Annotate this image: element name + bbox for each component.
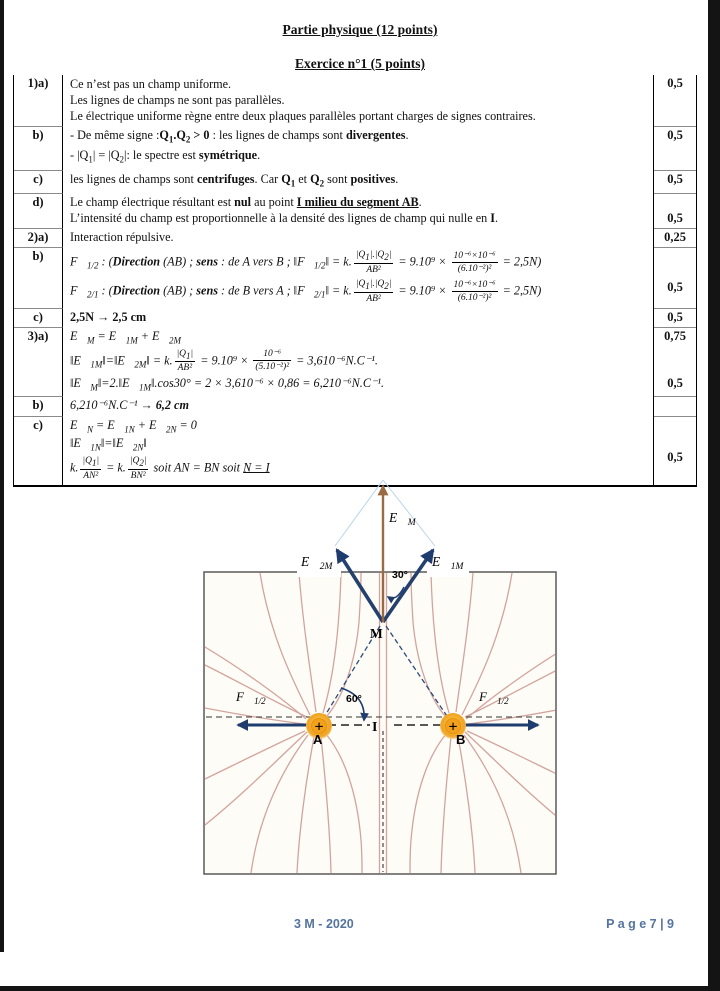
label-em: $E⃗_M$: [389, 510, 416, 528]
answer-line: $E⃗_M$ = $E⃗_{1M}$ + $E⃗_{2M}$: [70, 329, 181, 346]
table-row: [14, 170, 696, 193]
label-f-left: $F⃗_{1/2}$: [236, 689, 266, 706]
question-label: b): [14, 396, 63, 416]
label-point-b: B: [456, 732, 466, 747]
answer-line: Ce n’est pas un champ uniforme.: [70, 77, 232, 91]
label-angle-60: 60°: [346, 693, 362, 705]
mark-cell: [654, 193, 696, 228]
label-f-right: $F⃗_{1/2}$: [479, 689, 509, 706]
charge-a-sign: +: [314, 718, 324, 736]
answer-line: $‖E⃗_M‖=2.‖E⃗_{1M}‖.\cos 30^\circ = 2 \times 3,610^{-6} \times 0,86 = 6,210^{-6}N.C^{-1}$.: [70, 376, 385, 393]
answer-cell: [63, 396, 654, 416]
table-row: [14, 327, 696, 396]
table-row: [14, 228, 696, 247]
answer-cell: [63, 170, 654, 193]
answer-cell: [63, 126, 654, 170]
answer-line: $F⃗_{2/1}$ : (Direction (AB) ; sens : de B vers A ; $‖F⃗_{2/1}‖ = k$. $\frac{|Q_1|.|Q_2|}{\text{AB²}}$ = 9.10⁹ × $\frac{\text{10⁻⁶×10⁻⁶}}{\text{(6.10⁻²)²}}$ = 2,5N): [70, 279, 542, 305]
table-row: [14, 75, 696, 126]
answer-line: Le électrique uniforme règne entre deux plaques parallèles portant charges de signes contraires.: [70, 109, 536, 123]
answer-line: 6,210⁻⁶N.C⁻¹ → 6,2 cm: [70, 397, 189, 412]
answer-line: $‖E⃗_{1M}‖=‖E⃗_{2M}‖ = k$. $\frac{|Q_1|}{\text{AB²}}$ = 9.10⁹ × $\frac{\text{10⁻⁶}}{\text{(5.10⁻²)²}}$ = 3,610⁻⁶N.C⁻¹.: [70, 348, 378, 374]
mark-cell: [654, 327, 696, 396]
mark-cell: [654, 170, 696, 193]
answer-line: Les lignes de champs ne sont pas parallèles.: [70, 93, 285, 107]
question-label: 3)a): [14, 327, 63, 396]
mark-value: 0,5: [667, 171, 683, 186]
answer-line: k. $\frac{|Q_1|}{\text{AN²}}$ = k. $\frac{|Q_2|}{\text{BN²}}$ soit AN = BN soit N = I: [70, 455, 270, 481]
question-label: d): [14, 193, 63, 228]
mark-value: 0,25: [664, 230, 686, 245]
mark-value: 0,5: [667, 376, 683, 391]
answer-line: $F⃗_{1/2}$ : (Direction (AB) ; sens : de A vers B ; $‖F⃗_{1/2}‖ = k$. $\frac{|Q_1|.|Q_2|}{\text{AB²}}$ = 9.10⁹ × $\frac{\text{10⁻⁶×10⁻⁶}}{\text{(6.10⁻²)²}}$ = 2,5N): [70, 250, 542, 276]
mark-cell: [654, 308, 696, 327]
answer-line: les lignes de champs sont centrifuges. Car $Q_1$ et $Q_2$ sont positives.: [70, 171, 399, 189]
label-e1m: $E⃗_{1M}$: [432, 554, 464, 572]
table-row: [14, 247, 696, 308]
answer-line: - $|Q_1| = |Q_2|$: le spectre est symétrique.: [70, 148, 261, 165]
label-point-a: A: [313, 732, 323, 747]
answer-line: L’intensité du champ est proportionnelle à la densité des lignes de champ qui nulle en I.: [70, 211, 499, 226]
question-label: c): [14, 170, 63, 193]
answer-cell: [63, 75, 654, 126]
question-label: 2)a): [14, 228, 63, 247]
question-label: c): [14, 308, 63, 327]
mark-value: 0,5: [667, 449, 683, 464]
footer-class-year: 3 M - 2020: [294, 917, 354, 931]
mark-value: 0,5: [667, 310, 683, 325]
answer-cell: [63, 247, 654, 308]
field-diagram: [0, 440, 720, 900]
answer-line: $E⃗_N$ = $E⃗_{1N}$ + $E⃗_{2N}$ = 0⃗: [70, 417, 207, 435]
answer-line: - De même signe $:Q_1.Q_2 > 0$ : les lignes de champs sont divergentes.: [70, 128, 409, 145]
parallelogram-lines: [335, 480, 435, 546]
answer-cell: [63, 193, 654, 228]
table-row: [14, 193, 696, 228]
question-label: c): [14, 416, 63, 485]
label-point-m: M: [370, 626, 383, 641]
mark-value: 0,5: [667, 280, 683, 295]
mark-cell: [654, 228, 696, 247]
charge-b-sign: +: [448, 718, 458, 736]
mark-cell: [654, 126, 696, 170]
mark-cell: [654, 75, 696, 126]
answer-cell: [63, 327, 654, 396]
answer-line: $‖E⃗_{1N}‖=‖E⃗_{2N}‖$: [70, 436, 147, 453]
answer-table: [13, 75, 697, 487]
answer-cell: [63, 308, 654, 327]
exercise-title: Exercice n°1 (5 points): [294, 56, 425, 71]
answer-line: 2,5N → 2,5 cm: [70, 310, 147, 325]
answer-cell: [63, 228, 654, 247]
table-row: [14, 396, 696, 416]
footer-page-number: P a g e 7 | 9: [606, 917, 674, 931]
label-e2m: $E⃗_{2M}$: [301, 554, 333, 572]
label-angle-30: 30°: [392, 569, 408, 581]
table-row: [14, 308, 696, 327]
mark-value: 0,5: [667, 128, 683, 142]
answer-line: Interaction répulsive.: [70, 230, 174, 245]
mark-value: 0,5: [667, 211, 683, 226]
mark-cell: [654, 396, 696, 416]
table-row: [14, 126, 696, 170]
scan-edge-bottom: [0, 986, 720, 991]
question-label: b): [14, 247, 63, 308]
section-title: Partie physique (12 points): [282, 22, 438, 37]
mark-value: 0,75: [664, 329, 686, 344]
label-point-i: I: [372, 720, 378, 735]
question-label: 1)a): [14, 75, 63, 126]
mark-cell: [654, 247, 696, 308]
answer-line: Le champ électrique résultant est nul au point I milieu du segment AB.: [70, 195, 422, 210]
mark-value: 0,5: [667, 76, 683, 90]
question-label: b): [14, 126, 63, 170]
